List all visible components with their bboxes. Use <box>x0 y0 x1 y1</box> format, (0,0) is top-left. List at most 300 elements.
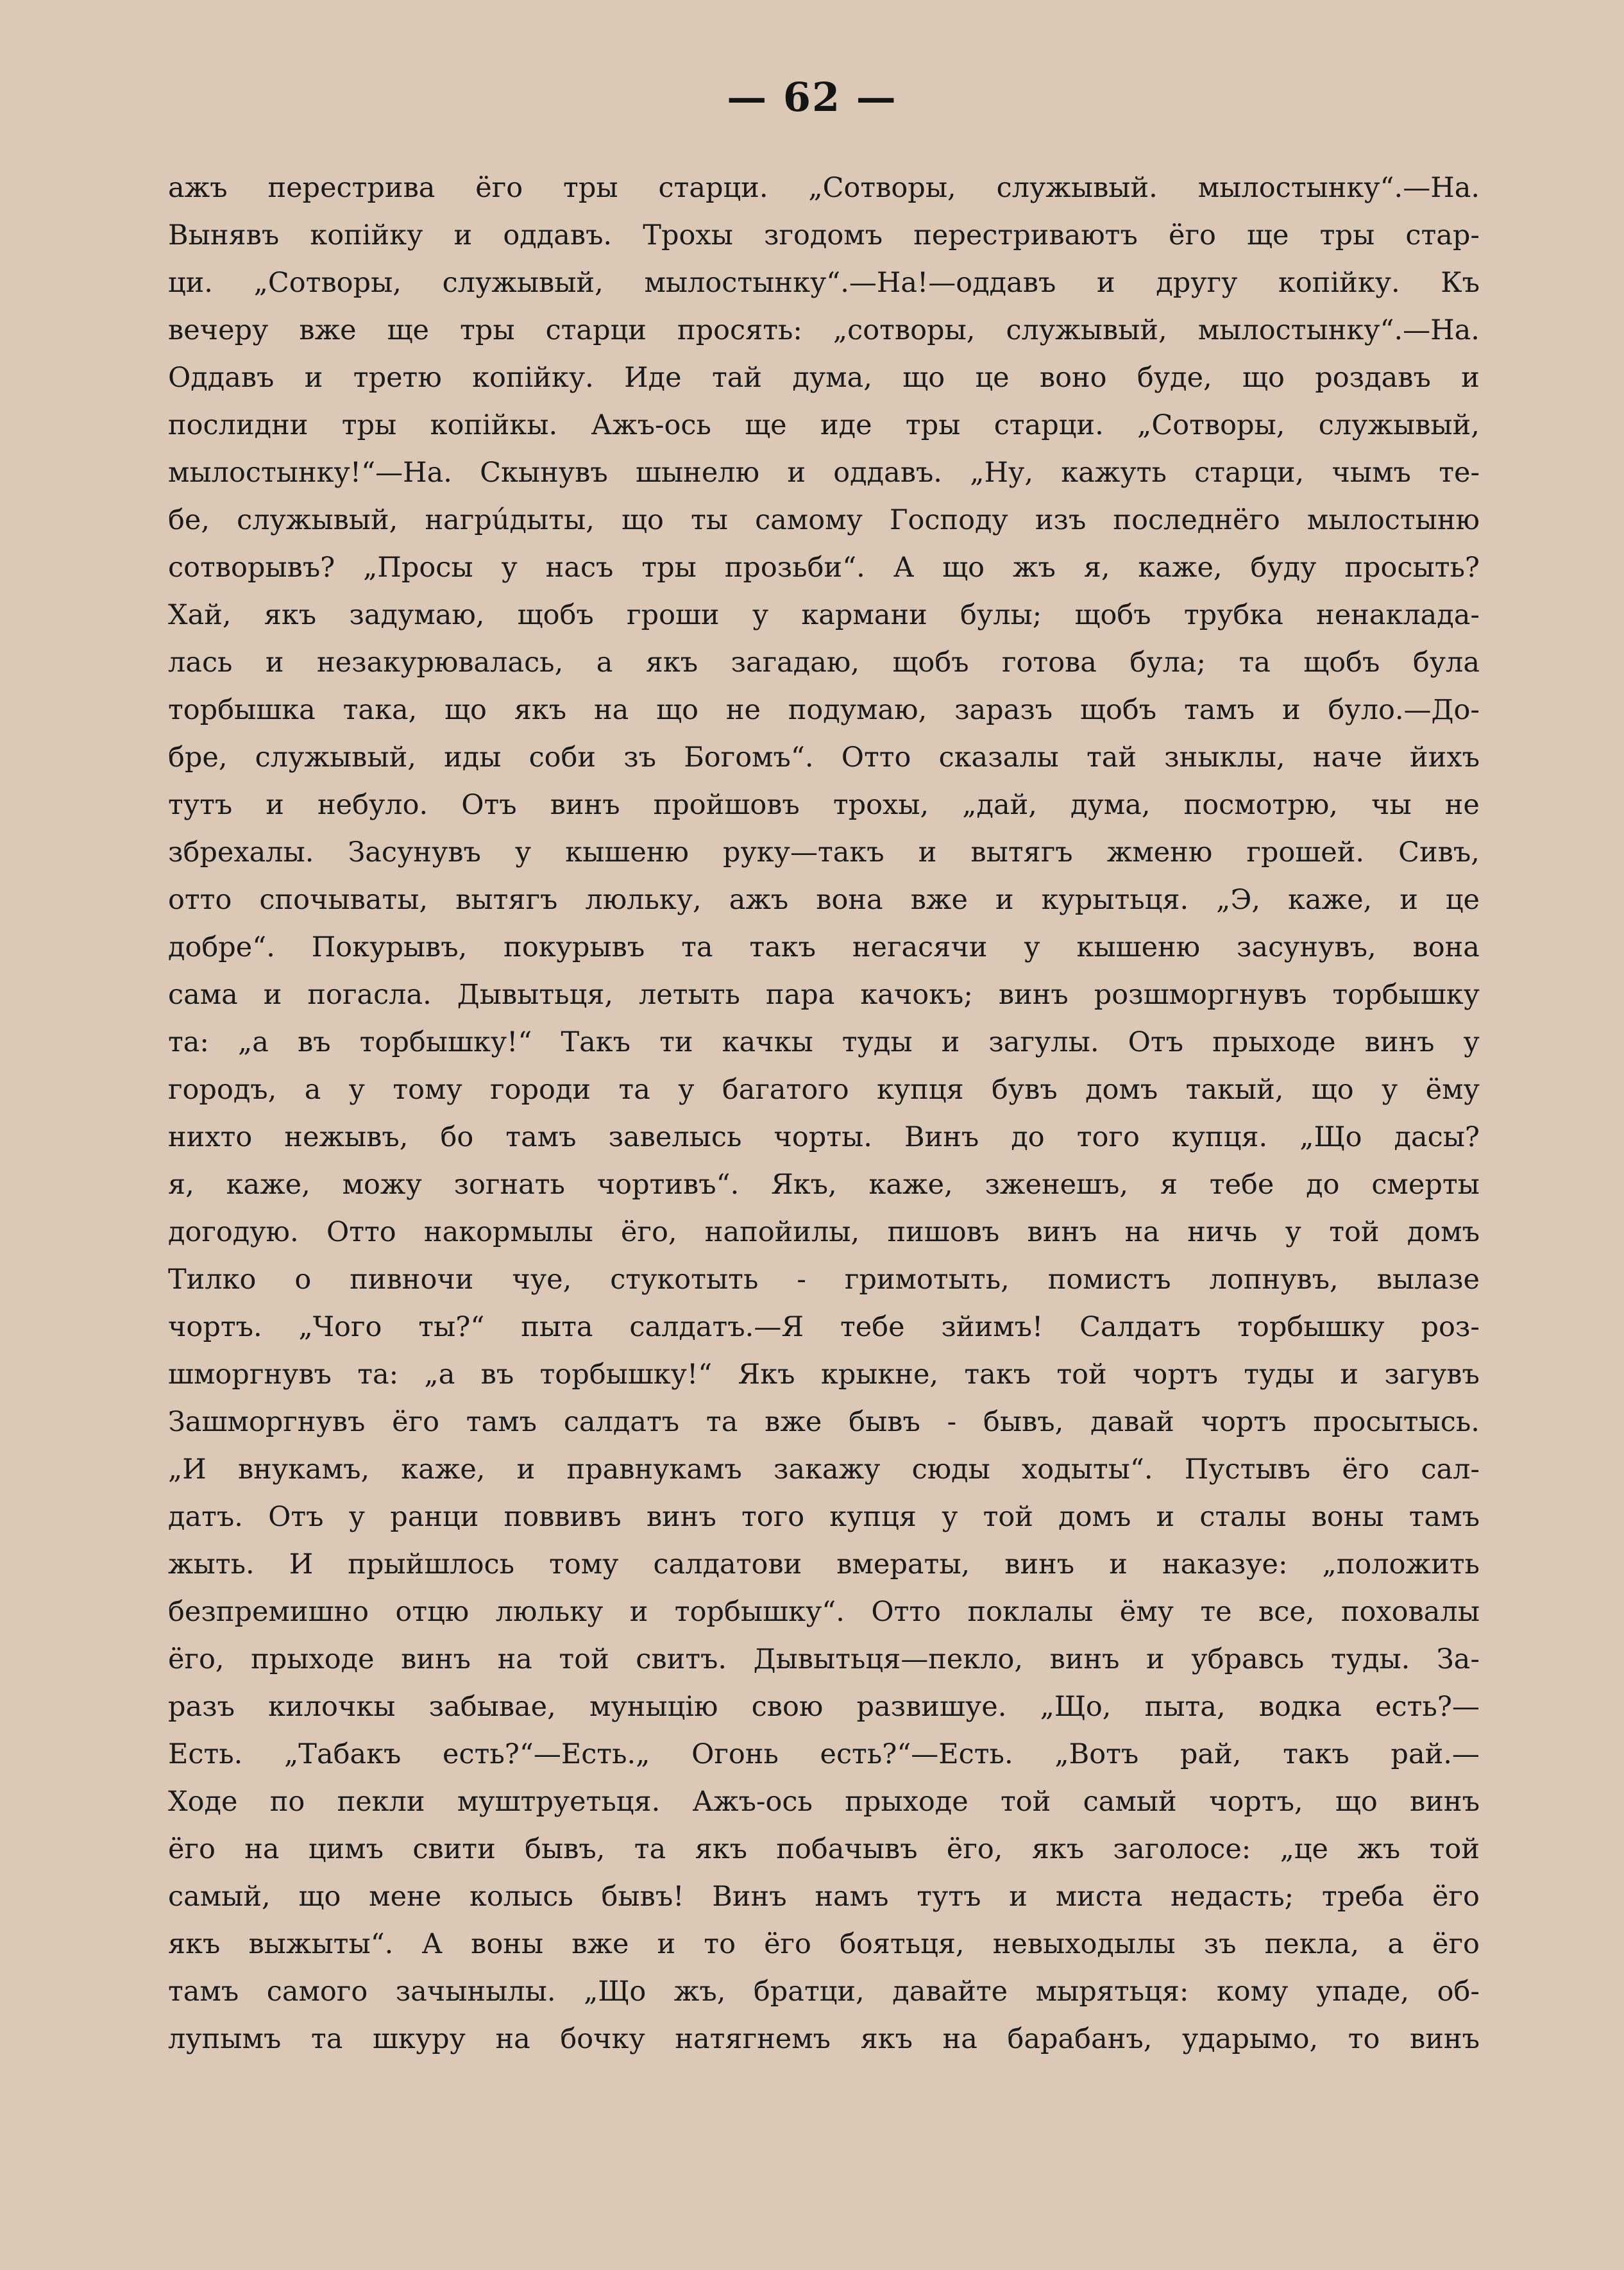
word: Отъ <box>1128 1026 1184 1058</box>
word: А <box>893 552 915 584</box>
word: торбышку <box>1237 1311 1385 1343</box>
word: ще <box>1247 219 1289 251</box>
word: бывъ <box>849 1406 920 1438</box>
word: якъ <box>1031 1833 1085 1865</box>
word: вмераты, <box>836 1548 970 1580</box>
word: на <box>495 2023 530 2055</box>
word: шынелю <box>635 457 760 489</box>
word: грошей. <box>1246 836 1365 868</box>
word: копійкы. <box>430 409 558 441</box>
word: то <box>704 1928 736 1960</box>
word: а <box>304 1074 321 1106</box>
word: муныцію <box>589 1691 718 1723</box>
text-line <box>168 1256 1480 1303</box>
word: зъ <box>623 741 657 774</box>
word: пыта, <box>1144 1691 1226 1723</box>
word: ци. <box>168 267 213 299</box>
word: Дывытьця, <box>457 979 614 1011</box>
word: згодомъ <box>764 219 883 251</box>
text-line <box>168 1683 1480 1731</box>
word: подумаю, <box>788 694 927 726</box>
word: прыйшлось <box>348 1548 514 1580</box>
text-line <box>168 164 1480 212</box>
word: невыходылы <box>992 1928 1176 1960</box>
word: цимъ <box>308 1833 384 1865</box>
word: „дай, <box>962 789 1037 821</box>
word: такъ <box>964 1359 1031 1391</box>
word: Къ <box>1441 267 1480 299</box>
word: винъ <box>646 1501 716 1533</box>
word: якъ <box>168 1928 221 1960</box>
word: самого <box>266 1976 368 2008</box>
word: та: <box>357 1359 399 1391</box>
word: то <box>1348 2023 1380 2055</box>
text-line <box>168 1541 1480 1588</box>
word: Якъ <box>738 1359 795 1391</box>
word: тамъ <box>1408 1501 1480 1533</box>
word: роздавъ <box>1315 362 1431 394</box>
word: той <box>983 1501 1033 1533</box>
word: - <box>947 1406 957 1438</box>
word: воны <box>1311 1501 1384 1533</box>
word: гримотыть, <box>844 1264 1010 1296</box>
word: сал- <box>1421 1453 1480 1486</box>
word: винъ <box>998 979 1069 1011</box>
word: мене <box>369 1881 442 1913</box>
word: каже, <box>1288 884 1373 916</box>
word: того <box>1076 1121 1140 1153</box>
word: „Вотъ <box>1054 1738 1139 1770</box>
text-line <box>168 1398 1480 1446</box>
text-line <box>168 1446 1480 1493</box>
word: и <box>266 789 284 821</box>
word: и <box>1156 1501 1175 1533</box>
word: жъ <box>1357 1833 1401 1865</box>
word: купця. <box>1171 1121 1268 1153</box>
word: вона <box>1412 931 1480 963</box>
word: мылостыню <box>1307 504 1480 536</box>
word: ходыты“. <box>1022 1453 1153 1486</box>
word: салдатъ.—Я <box>629 1311 804 1343</box>
word: на <box>942 2023 977 2055</box>
word: внукамъ, <box>237 1453 370 1486</box>
word: дума, <box>1070 789 1151 821</box>
word: чортъ <box>1201 1406 1287 1438</box>
word: тры <box>905 409 961 441</box>
word: торбышку <box>1332 979 1480 1011</box>
word: „Чого <box>298 1311 382 1343</box>
word: торбышку!“ <box>359 1026 532 1058</box>
word: зйимъ! <box>941 1311 1044 1343</box>
word: „а <box>238 1026 269 1058</box>
word: не <box>725 694 761 726</box>
text-line <box>168 212 1480 259</box>
word: „Що <box>1299 1121 1362 1153</box>
word: винъ <box>1049 1643 1120 1675</box>
word: що <box>656 694 698 726</box>
word: и <box>1400 884 1418 916</box>
word: Отъ <box>268 1501 324 1533</box>
word: тамъ <box>466 1406 537 1438</box>
word: жъ, <box>673 1976 726 2008</box>
word: якъ <box>514 694 567 726</box>
word: тай <box>1086 741 1137 774</box>
word: на <box>244 1833 280 1865</box>
word: есть?— <box>1375 1691 1480 1723</box>
word: мылостынку“.—На. <box>1197 314 1480 346</box>
word: „положить <box>1322 1548 1480 1580</box>
word: килочкы <box>268 1691 396 1723</box>
word: иды <box>444 741 502 774</box>
word: тутъ <box>917 1881 981 1913</box>
word: багатого <box>722 1074 849 1106</box>
word: просытысь. <box>1313 1406 1480 1438</box>
word: я <box>1160 1169 1178 1201</box>
word: така, <box>343 694 418 726</box>
word: каже, <box>226 1169 310 1201</box>
text-line <box>168 971 1480 1019</box>
word: копійку. <box>1278 267 1400 299</box>
word: Есть. <box>168 1738 243 1770</box>
word: сюды <box>911 1453 990 1486</box>
word: боятьця, <box>840 1928 965 1960</box>
text-line <box>168 2015 1480 2063</box>
word: до <box>1011 1121 1045 1153</box>
word: той <box>1056 1359 1107 1391</box>
word: мылостынку!“—На. <box>168 457 452 489</box>
word: „Просы <box>363 552 473 584</box>
word: сказалы <box>938 741 1059 774</box>
word: ти <box>659 1026 693 1058</box>
word: жъ <box>1012 552 1056 584</box>
word: а <box>596 647 613 679</box>
word: добре“. <box>168 931 275 963</box>
word: булы; <box>960 599 1042 631</box>
text-line <box>168 686 1480 734</box>
word: у <box>942 1501 958 1533</box>
word: торбышка <box>168 694 316 726</box>
text-line <box>168 259 1480 307</box>
word: прыходе <box>251 1643 375 1675</box>
word: Пустывъ <box>1184 1453 1311 1486</box>
word: пыта <box>521 1311 593 1343</box>
word: салдатови <box>653 1548 802 1580</box>
word: пивночи <box>350 1264 474 1296</box>
word: „И <box>168 1453 207 1486</box>
word: убравсь <box>1191 1643 1305 1675</box>
word: лупымъ <box>168 2023 282 2055</box>
text-line <box>168 1208 1480 1256</box>
word: „Сотворы, <box>253 267 402 299</box>
word: рай, <box>1180 1738 1242 1770</box>
word: те <box>1200 1596 1232 1628</box>
word: курытьця. <box>1041 884 1189 916</box>
word: чы <box>1371 789 1412 821</box>
word: служывый, <box>255 741 416 774</box>
word: насъ <box>545 552 614 584</box>
word: „Що <box>584 1976 647 2008</box>
word: загадаю, <box>731 647 860 679</box>
word: муштруетьця. <box>457 1786 661 1818</box>
word: нежывъ, <box>284 1121 409 1153</box>
word: самый <box>1083 1786 1177 1818</box>
word: це <box>1445 884 1480 916</box>
word: каже, <box>1138 552 1222 584</box>
word: пекла, <box>1264 1928 1360 1960</box>
word: и <box>918 836 937 868</box>
word: тебе <box>840 1311 905 1343</box>
word: „Сотворы, <box>808 172 956 204</box>
word: просять: <box>677 314 802 346</box>
word: туды. <box>1330 1643 1410 1675</box>
word: по <box>269 1786 305 1818</box>
word: ще <box>745 409 787 441</box>
text-line <box>168 1636 1480 1683</box>
word: ёго <box>1169 219 1216 251</box>
word: напойилы, <box>704 1216 860 1248</box>
word: щобъ <box>1079 694 1157 726</box>
word: сталы <box>1199 1501 1287 1533</box>
word: той <box>559 1643 609 1675</box>
word: колысь <box>469 1881 573 1913</box>
word: есть?“—Есть.„ <box>443 1738 650 1770</box>
word: роз- <box>1421 1311 1480 1343</box>
word: жменю <box>1106 836 1213 868</box>
word: буде, <box>1137 362 1212 394</box>
word: побачывъ <box>776 1833 918 1865</box>
word: стукотыть <box>610 1264 759 1296</box>
word: Дывытьця—пекло, <box>753 1643 1024 1675</box>
word: изъ <box>1035 504 1087 536</box>
text-line <box>168 829 1480 876</box>
word: люльку, <box>585 884 702 916</box>
word: свою <box>751 1691 824 1723</box>
word: мылостынку“.—На. <box>1197 172 1480 204</box>
word: водка <box>1258 1691 1342 1723</box>
text-line <box>168 1873 1480 1920</box>
word: разъ <box>168 1691 235 1723</box>
text-line <box>168 1968 1480 2015</box>
word: качкы <box>722 1026 813 1058</box>
word: отто <box>168 884 232 916</box>
word: чортъ. <box>168 1311 262 1343</box>
word: ударымо, <box>1182 2023 1319 2055</box>
word: йихъ <box>1410 741 1480 774</box>
word: домъ <box>1058 1501 1131 1533</box>
page-number: — 62 — <box>727 74 897 121</box>
word: „це <box>1280 1833 1328 1865</box>
word: купця <box>877 1074 964 1106</box>
word: винъ <box>1364 1026 1435 1058</box>
word: ненаклада- <box>1316 599 1480 631</box>
text-body <box>168 164 1480 2063</box>
word: бывъ, <box>525 1833 605 1865</box>
word: вытягъ <box>455 884 558 916</box>
word: „сотворы, <box>833 314 976 346</box>
text-line <box>168 1731 1480 1778</box>
word: „Э, <box>1216 884 1261 916</box>
word: датъ. <box>168 1501 243 1533</box>
text-line <box>168 544 1480 591</box>
word: тому <box>393 1074 462 1106</box>
word: Зашморгнувъ <box>168 1406 366 1438</box>
word: покурывъ <box>503 931 645 963</box>
word: Скынувъ <box>480 457 608 489</box>
word: кому <box>1216 1976 1289 2008</box>
word: поховалы <box>1341 1596 1480 1628</box>
word: забывае, <box>428 1691 556 1723</box>
word: „Ну, <box>970 457 1034 489</box>
word: догодую. <box>168 1216 299 1248</box>
text-line <box>168 1066 1480 1114</box>
word: и <box>787 457 806 489</box>
word: каже, <box>868 1169 953 1201</box>
word: прыходе <box>1212 1026 1336 1058</box>
word: кышеню <box>565 836 689 868</box>
word: ты?“ <box>418 1311 485 1343</box>
word: було.—До- <box>1328 694 1480 726</box>
word: задумаю, <box>349 599 485 631</box>
word: засунувъ, <box>1236 931 1376 963</box>
word: завелысь <box>608 1121 742 1153</box>
word: заразъ <box>954 694 1053 726</box>
word: та <box>1239 647 1271 679</box>
word: ёго <box>168 1833 216 1865</box>
word: вечеру <box>168 314 269 346</box>
word: салдатъ <box>563 1406 680 1438</box>
word: наче <box>1312 741 1382 774</box>
word: и <box>265 647 284 679</box>
word: и <box>1340 1359 1359 1391</box>
word: негасячи <box>852 931 988 963</box>
word: ранци <box>390 1501 479 1533</box>
word: самому <box>755 504 863 536</box>
word: чорты. <box>774 1121 872 1153</box>
word: на <box>497 1643 532 1675</box>
word: оддавъ. <box>833 457 942 489</box>
word: що <box>902 362 945 394</box>
word: Богомъ“. <box>684 741 814 774</box>
word: ёго, <box>946 1833 1003 1865</box>
word: зогнать <box>453 1169 565 1201</box>
word: поввивъ <box>503 1501 622 1533</box>
word: у <box>1463 1026 1480 1058</box>
text-line <box>168 1351 1480 1398</box>
word: помистъ <box>1047 1264 1171 1296</box>
word: старци <box>545 314 647 346</box>
word: загувъ <box>1384 1359 1480 1391</box>
word: миста <box>1055 1881 1143 1913</box>
word: Ажъ-ось <box>692 1786 813 1818</box>
word: чортивъ“. <box>596 1169 740 1201</box>
word: та <box>634 1833 666 1865</box>
word: въ <box>298 1026 331 1058</box>
word: служывый. <box>996 172 1158 204</box>
word: кажуть <box>1061 457 1167 489</box>
word: якъ <box>645 647 698 679</box>
word: барабанъ, <box>1007 2023 1153 2055</box>
word: торбышку“. <box>674 1596 845 1628</box>
word: такъ <box>749 931 816 963</box>
word: загулы. <box>988 1026 1099 1058</box>
word: бывъ, <box>983 1406 1064 1438</box>
word: Иде <box>624 362 682 394</box>
word: свити <box>412 1833 496 1865</box>
word: воно <box>1039 362 1107 394</box>
word: я, <box>1083 552 1110 584</box>
word: що <box>298 1881 341 1913</box>
word: пекли <box>337 1786 425 1818</box>
word: есть?“—Есть. <box>820 1738 1013 1770</box>
word: и <box>941 1026 960 1058</box>
text-line <box>168 734 1480 781</box>
word: дасы? <box>1394 1121 1480 1153</box>
word: Отто <box>326 1216 396 1248</box>
word: „Сотворы, <box>1137 409 1285 441</box>
word: у <box>501 552 518 584</box>
word: тебе <box>1209 1169 1274 1201</box>
word: И <box>289 1548 314 1580</box>
word: пишовъ <box>887 1216 1000 1248</box>
word: у <box>678 1074 695 1106</box>
word: ажъ <box>168 172 228 204</box>
word: чортъ, <box>1208 1786 1303 1818</box>
word: Огонь <box>691 1738 779 1770</box>
word: на <box>1124 1216 1160 1248</box>
word: та <box>310 2023 343 2055</box>
word: до <box>1306 1169 1340 1201</box>
word: мырятьця: <box>1035 1976 1189 2008</box>
text-line <box>168 1778 1480 1825</box>
word: недасть; <box>1171 1881 1294 1913</box>
text-line <box>168 1303 1480 1351</box>
word: Такъ <box>561 1026 631 1058</box>
word: щобъ <box>892 647 969 679</box>
word: у <box>514 836 532 868</box>
word: За- <box>1436 1643 1480 1675</box>
word: тамъ <box>505 1121 577 1153</box>
word: „Що, <box>1040 1691 1112 1723</box>
word: ёго <box>1342 1453 1390 1486</box>
word: я, <box>168 1169 194 1201</box>
word: це <box>975 362 1010 394</box>
word: готова <box>1002 647 1097 679</box>
word: той <box>1429 1833 1480 1865</box>
word: домъ <box>1085 1074 1158 1106</box>
word: тамъ <box>1183 694 1255 726</box>
word: старци. <box>994 409 1104 441</box>
word: люльку <box>495 1596 604 1628</box>
word: зачынылы. <box>395 1976 556 2008</box>
word: тры <box>341 409 397 441</box>
word: ты <box>690 504 728 536</box>
word: нихто <box>168 1121 253 1153</box>
word: старци. <box>658 172 768 204</box>
word: чуе, <box>512 1264 572 1296</box>
word: и <box>995 884 1014 916</box>
word: винъ <box>1027 1216 1097 1248</box>
word: винъ <box>1410 1786 1480 1818</box>
word: ще <box>387 314 430 346</box>
word: и <box>1461 362 1480 394</box>
text-line <box>168 449 1480 496</box>
word: кышеню <box>1076 931 1201 963</box>
word: пара <box>765 979 835 1011</box>
word: бо <box>440 1121 474 1153</box>
word: жыть. <box>168 1548 255 1580</box>
word: качокъ; <box>860 979 973 1011</box>
word: руку—такъ <box>722 836 884 868</box>
